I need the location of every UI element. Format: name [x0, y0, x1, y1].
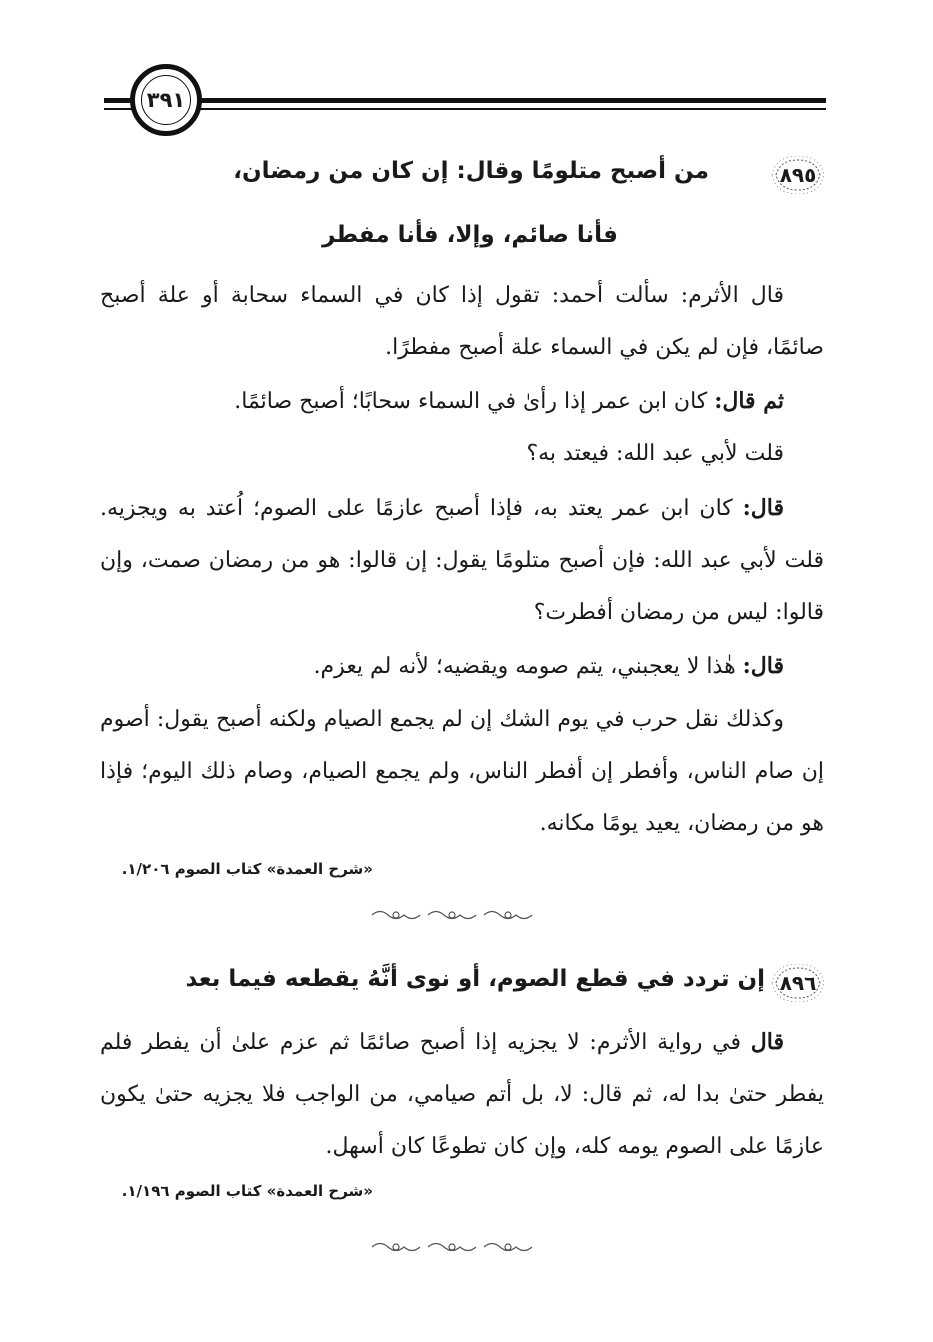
paragraph: قال: هٰذا لا يعجبني، يتم صومه ويقضيه؛ لأنه لم يعزم. — [313, 653, 784, 679]
section-number: ٨٩٦ — [779, 971, 817, 995]
section-number-badge — [770, 156, 826, 194]
page-number: ٣٩١ — [146, 88, 186, 112]
paragraph: ثم قال: كان ابن عمر إذا رأىٰ في السماء سحابًا؛ أصبح صائمًا. — [234, 388, 784, 414]
section-title-cont: فأنا صائم، وإلا، فأنا مفطر — [322, 222, 618, 248]
paragraph: قال: كان ابن عمر يعتد به، فإذا أصبح عازمًا على الصوم؛ اُعتد به ويجزيه. قلت لأبي عبد الله: فإن أصبح متلومًا يقول: إن قالوا: هو من رمضان صمت، وإن قالوا: ليس من رمضان أفطرت؟ — [100, 495, 824, 625]
section-title: من أصبح متلومًا وقال: إن كان من رمضان، — [233, 158, 709, 184]
divider-ornament-icon — [368, 1238, 538, 1256]
section-title: إن تردد في قطع الصوم، أو نوى أنَّهُ يقطعه فيما بعد — [185, 966, 765, 992]
header-rule-thin — [104, 108, 826, 110]
paragraph: قال الأثرم: سألت أحمد: تقول إذا كان في السماء سحابة أو علة أصبح صائمًا، فإن لم يكن في السماء علة أصبح مفطرًا. — [100, 283, 824, 360]
divider-ornament-icon — [368, 906, 538, 924]
paragraph: قلت لأبي عبد الله: فيعتد به؟ — [526, 441, 784, 466]
header-rule — [104, 98, 826, 103]
section-number: ٨٩٥ — [779, 163, 817, 187]
section-number-badge — [770, 964, 826, 1002]
source-citation: «شرح العمدة» كتاب الصوم ١/٢٠٦. — [121, 860, 373, 878]
page-number-badge — [130, 64, 202, 136]
paragraph: قال في رواية الأثرم: لا يجزيه إذا أصبح صائمًا ثم عزم علىٰ أن يفطر فلم يفطر حتىٰ بدا له، ثم قال: لا، بل أتم صيامي، من الواجب فلا يجزيه حتىٰ يكون عازمًا على الصوم يومه كله، وإن كان تطوعًا كان أسهل. — [100, 1029, 824, 1159]
source-citation: «شرح العمدة» كتاب الصوم ١/١٩٦. — [121, 1182, 373, 1200]
paragraph: وكذلك نقل حرب في يوم الشك إن لم يجمع الصيام ولكنه أصبح يقول: أصوم إن صام الناس، وأفطر إن أفطر الناس، ولم يجمع الصيام، وصام ذلك اليوم؛ فإذا هو من رمضان، يعيد يومًا مكانه. — [100, 707, 824, 836]
